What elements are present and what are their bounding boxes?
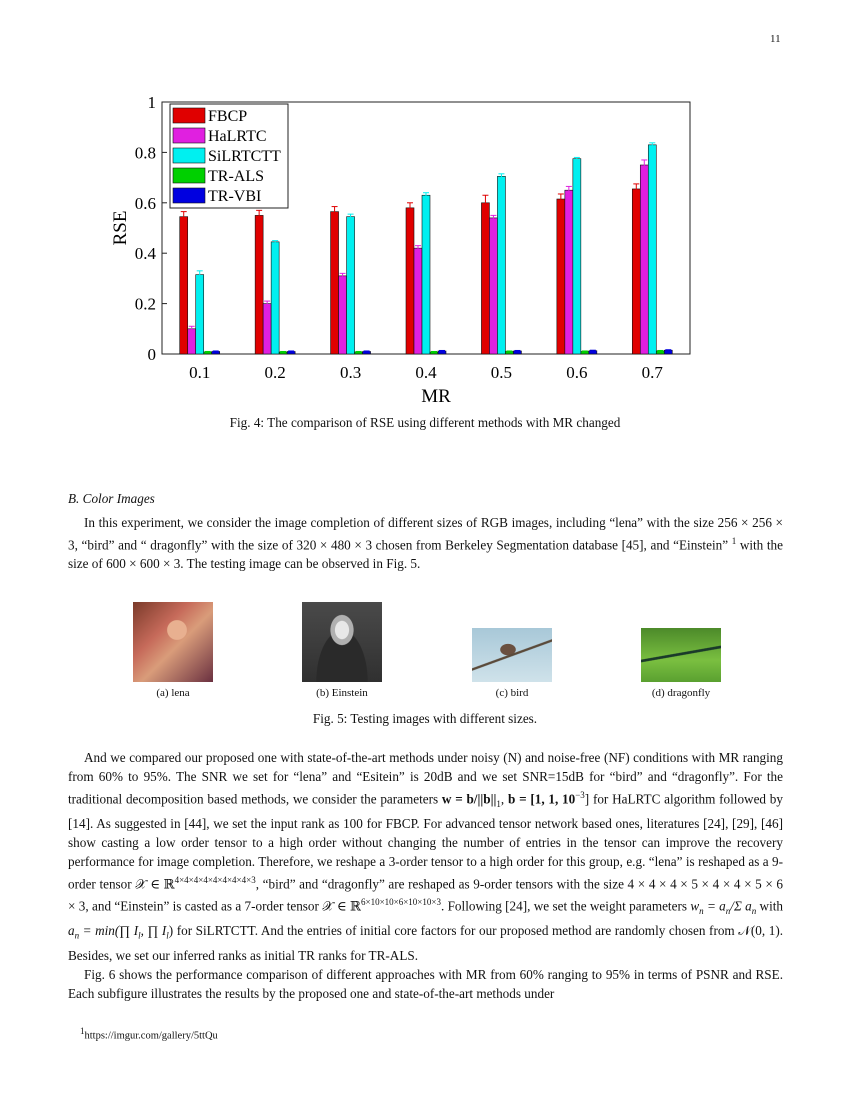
bar-fbcp [406,208,414,354]
y-tick-label: 0.2 [134,294,156,314]
einstein-image [302,602,382,682]
x-tick-label: 0.3 [339,363,362,382]
bar-fbcp [255,215,263,354]
fig5-caption: Fig. 5: Testing images with different sizes. [312,711,538,726]
paragraph-intro: In this experiment, we consider the image completion of different sizes of RGB images, including “lena” with the size 256 × 256 × 3, “bird” and “ dragonfly” with the size of 320 × 480 × 3 chosen from Berkeley Segmentation database [45], and “Einstein” $^1$ with the size of 600 × 600 × 3. The testing image can be observed in Fig. 5. [68,515,783,572]
bar-silrtctt [196,275,204,354]
bar-halrtc [414,248,422,354]
y-tick-label: 0.8 [134,143,156,163]
bar-silrtctt [497,176,505,354]
x-axis-label: MR [421,386,451,407]
subcaption-lena: (a) lena [156,687,190,699]
x-tick-label: 0.4 [415,363,437,382]
x-tick-label: 0.2 [264,363,286,382]
dragonfly-image [641,628,721,682]
bar-silrtctt [648,145,656,354]
legend-swatch [173,168,205,183]
y-tick-label: 1 [147,93,156,112]
x-tick-label: 0.6 [566,363,588,382]
subcaption-einstein: (b) Einstein [316,687,368,699]
bar-silrtctt [573,159,581,354]
legend-label: SiLRTCTT [208,148,281,165]
legend-swatch [173,108,205,123]
paragraph-fig6: Fig. 6 shows the performance comparison of different approaches with MR from 60% ranging to 95% in terms of PSNR and RSE. Each subfigure illustrates the results by the proposed one and state-of-the-art methods under [68,967,783,1002]
bar-fbcp [557,199,565,354]
bar-fbcp [481,203,489,354]
x-tick-label: 0.5 [490,363,513,382]
lena-image [133,602,213,682]
bar-fbcp [180,217,188,354]
subcaption-bird: (c) bird [495,687,529,699]
bar-halrtc [188,329,196,354]
legend-label: FBCP [208,108,248,125]
y-tick-label: 0.6 [134,193,156,213]
bar-halrtc [263,304,271,354]
y-tick-label: 0 [147,345,156,364]
legend-swatch [173,188,205,203]
bar-silrtctt [347,217,355,354]
bar-halrtc [640,165,648,354]
page-number: 11 [770,33,781,45]
bird-image [472,628,552,682]
bar-silrtctt [271,242,279,354]
rse-bar-chart [100,90,720,408]
legend-label: TR-ALS [208,168,264,185]
fig4-caption: Fig. 4: The comparison of RSE using different methods with MR changed [229,415,621,430]
x-tick-label: 0.7 [641,363,663,382]
legend-swatch [173,148,205,163]
bar-fbcp [331,212,339,354]
x-tick-label: 0.1 [189,363,211,382]
legend-swatch [173,128,205,143]
bar-halrtc [489,218,497,354]
subcaption-dragonfly: (d) dragonfly [651,687,711,699]
paragraph-experiment: And we compared our proposed one with state-of-the-art methods under noisy (N) and noise-free (NF) conditions with MR ranging from 60% to 95%. The SNR we set for “lena” and “Esitein” is 20dB and we set SNR=15dB for “bird” and “dragonfly”. For the traditional decomposition based methods, we consider the parameters $w = b/||b||_1$, b = [1, 1, $10^{-3}$] for HaLRTC algorithm followed by [14]. As suggested in [44], we set the input rank as 100 for FBCP. For advanced tensor network based ones, literatures [24], [29], [46] show casting a low order tensor to a high order without changing the number of entries in the tensor can improve the recovery performance for image completion. Therefore, we reshape a 3-order tensor to a high order for this group, e.g. “lena” is reshaped as a 9-order tensor 𝒳 ∈ ℝ$^{4\times 4\times 4\times 4\times 4\times 4\times 4\times 4\times 3}$, “bird” and “dragonfly” are reshaped as 9-order tensors with the size 4 × 4 × 4 × 5 × 4 × 4 × 5 × 6 × 3, and “Einstein” is casted as a 7-order tensor 𝒳 ∈ ℝ$^{6\times 10\times 10\times 6\times 10\times 10\times 3}$. Following [24], we set the weight parameters $w_n = a_n/\Sigma$ $a_n$ with $a_n$ = min(∏ $I_l$, ∏ $I_l$) for SiLRTCTT. And the entries of initial core factors for our proposed method are randomly chosen from 𝒩(0, 1). Besides, we set our inferred ranks as initial TR ranks for TR-ALS. Fig. 6 shows the performance comparison of different approaches with MR from 60% ranging to 95% in terms of PSNR and RSE. Each subfigure illustrates the results by the proposed one and state-of-the-art methods under [68,750,784,1002]
footnote: $^1$https://imgur.com/gallery/5ttQu [80,1026,218,1042]
y-axis-label: RSE [110,210,131,246]
legend-label: HaLRTC [208,128,267,145]
bar-silrtctt [422,195,430,354]
section-heading: B. Color Images [68,491,155,506]
bar-fbcp [632,189,640,354]
legend-label: TR-VBI [208,188,262,205]
bar-halrtc [565,190,573,354]
y-tick-label: 0.4 [134,244,156,264]
bar-halrtc [339,276,347,354]
